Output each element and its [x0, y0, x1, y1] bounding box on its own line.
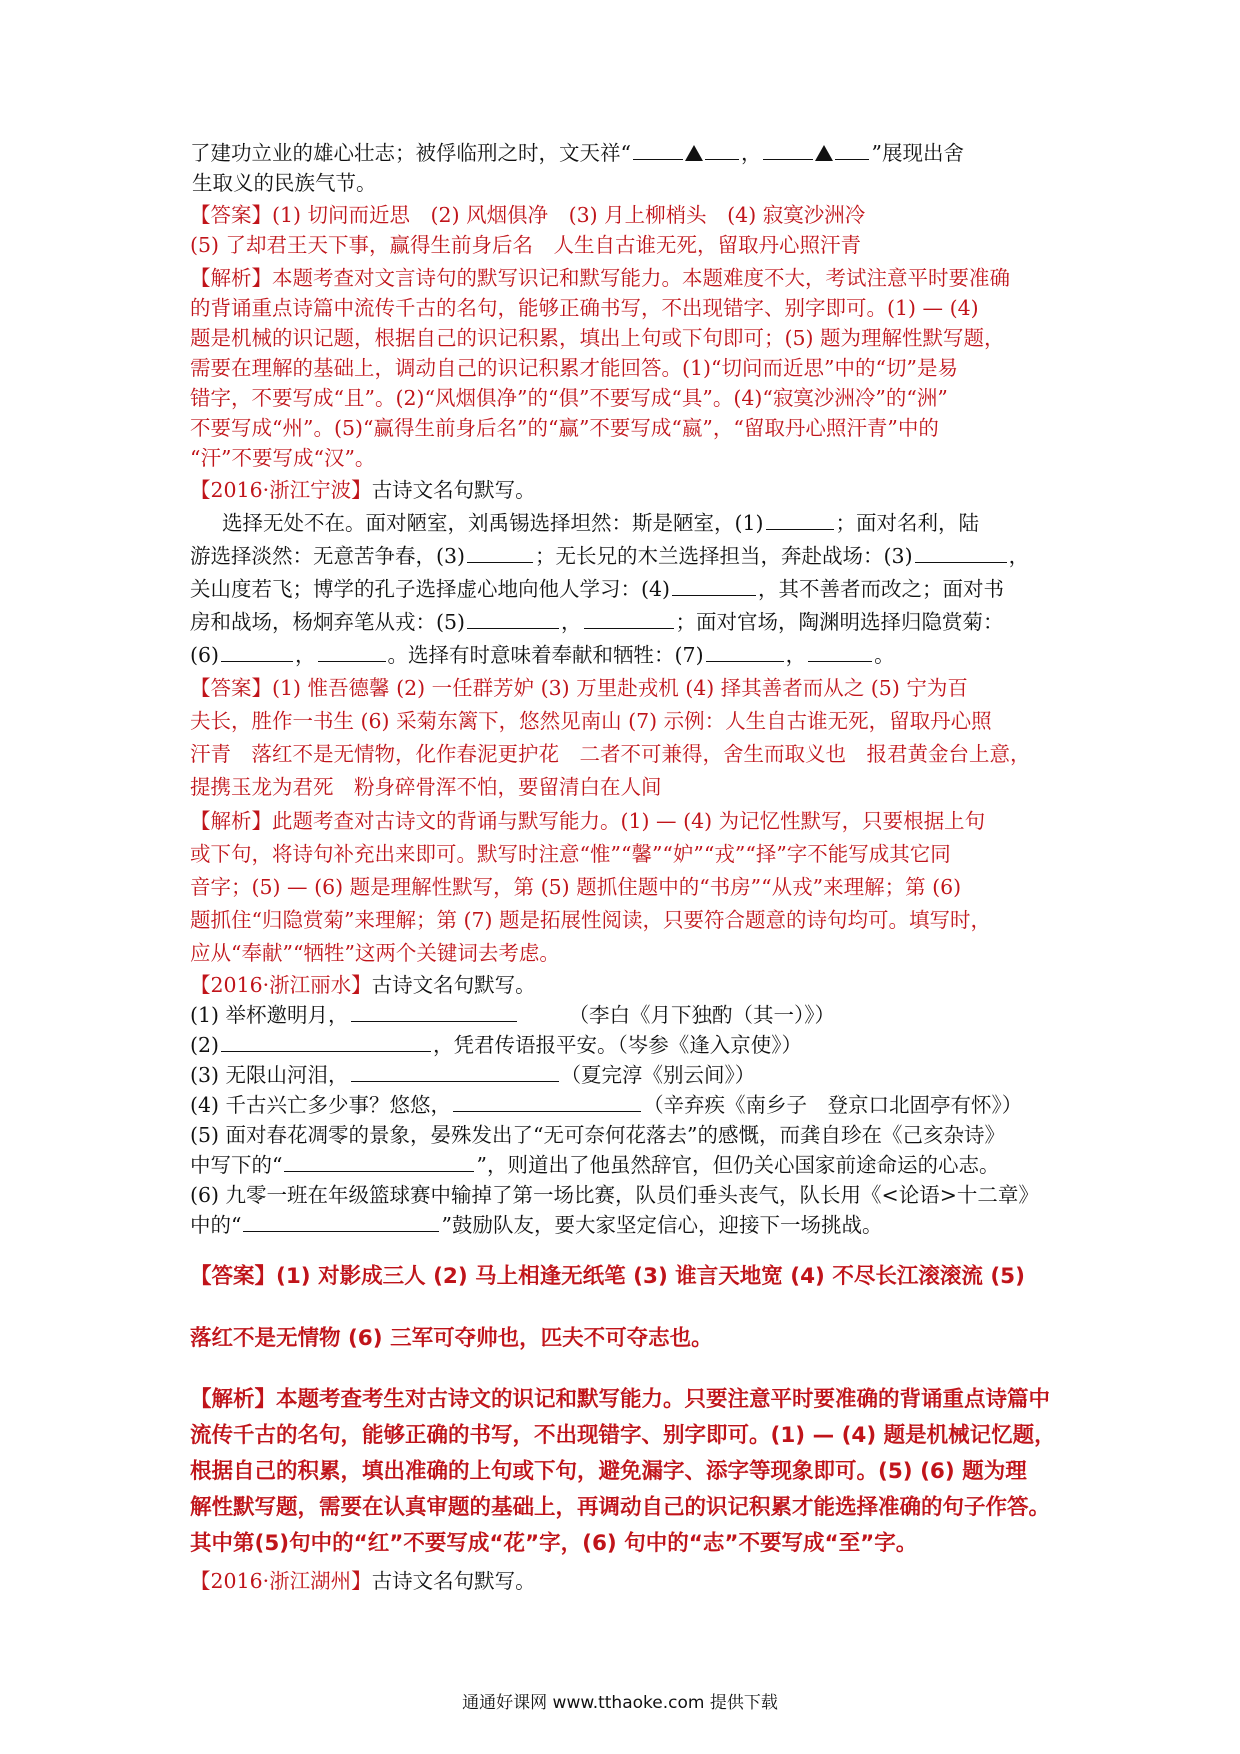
- text: ，: [740, 141, 762, 165]
- heading-text: 古诗文名句默写。: [371, 1569, 536, 1593]
- text: (2): [190, 1033, 220, 1057]
- question-line: (5) 面对春花凋零的景象，晏殊发出了“无可奈何花落去”的感慨，而龚自珍在《己亥杂诗》: [190, 1123, 1006, 1147]
- section-heading: [190, 970, 536, 1000]
- answer-line: 夫长，胜作一书生 (6) 采菊东篱下，悠然见南山 (7) 示例：人生自古谁无死，留取丹心照: [190, 709, 992, 733]
- triangle-icon: [815, 145, 833, 161]
- question-line: 生取义的民族气节。: [192, 171, 377, 195]
- text: 。: [874, 643, 895, 667]
- answer-line: 落红不是无情物 (6) 三军可夺帅也，匹夫不可夺志也。: [190, 1326, 713, 1351]
- text: ，凭君传语报平安。（岑参《逢入京使》）: [433, 1033, 803, 1057]
- text: 选择无处不在。面对陋室，刘禹锡选择坦然：斯是陋室，(1): [222, 511, 764, 535]
- answer-line: 【答案】(1) 惟吾德馨 (2) 一任群芳妒 (3) 万里赴戎机 (4) 择其善者而从之 (5) 宁为百: [190, 676, 968, 700]
- text: ，其不善者而改之；面对书: [758, 577, 1005, 601]
- text: 中写下的“: [190, 1153, 283, 1177]
- answer-line: 提携玉龙为君死 粉身碎骨浑不怕，要留清白在人间: [190, 775, 662, 799]
- question-line: [190, 138, 964, 168]
- answer-line: (5) 了却君王天下事，赢得生前身后名 人生自古谁无死，留取丹心照汗青: [190, 233, 862, 257]
- analysis-line: 根据自己的积累，填出准确的上句或下句，避免漏字、添字等现象即可。(5) (6) 题为理: [190, 1459, 1027, 1484]
- text: ，: [295, 643, 316, 667]
- question-line: [190, 1150, 999, 1180]
- text: ，: [785, 643, 807, 667]
- analysis-line: 【解析】本题考查对文言诗句的默写识记和默写能力。本题难度不大，考试注意平时要准确: [190, 266, 1010, 290]
- analysis-line: 流传千古的名句，能够正确的书写，不出现错字、别字即可。(1) — (4) 题是机械记忆题，: [190, 1423, 1056, 1448]
- analysis-line: “汗”不要写成“汉”。: [190, 446, 376, 470]
- analysis-line: 的背诵重点诗篇中流传千古的名句，能够正确书写，不出现错字、别字即可。(1) — (4): [190, 296, 979, 320]
- question-line: [222, 508, 979, 538]
- heading-text: 古诗文名句默写。: [371, 478, 536, 502]
- answer-line: 【答案】(1) 切问而近思 (2) 风烟俱净 (3) 月上柳梢头 (4) 寂寞沙洲冷: [190, 203, 866, 227]
- text: ，: [1008, 544, 1030, 568]
- text: 了建功立业的雄心壮志；被俘临刑之时，文天祥“: [190, 141, 631, 165]
- source-tag: 【2016·浙江湖州】: [190, 1569, 372, 1593]
- text: 游选择淡然：无意苦争春，(3): [190, 544, 466, 568]
- question-line: (6) 九零一班在年级篮球赛中输掉了第一场比赛，队员们垂头丧气，队长用《<论语>十二章》: [190, 1183, 1039, 1207]
- question-line: [190, 1000, 835, 1030]
- analysis-line: 或下句，将诗句补充出来即可。默写时注意“惟”“馨”“妒”“戎”“择”字不能写成其它同: [190, 842, 951, 866]
- analysis-line: 需要在理解的基础上，调动自己的识记积累才能回答。(1)“切问而近思”中的“切”是易: [190, 356, 958, 380]
- analysis-line: 【解析】此题考查对古诗文的背诵与默写能力。(1) — (4) 为记忆性默写，只要根据上句: [190, 809, 986, 833]
- text: (3) 无限山河泪，: [190, 1063, 349, 1087]
- text: ；面对名利，陆: [835, 511, 980, 535]
- question-line: [190, 574, 1004, 604]
- text: 中的“: [190, 1213, 242, 1237]
- question-line: [190, 640, 895, 670]
- analysis-line: 应从“奉献”“牺牲”这两个关键词去考虑。: [190, 941, 560, 965]
- text: 。选择有时意味着奉献和牺牲：(7): [387, 643, 704, 667]
- analysis-line: 题是机械的识记题，根据自己的识记积累，填出上句或下句即可；(5) 题为理解性默写题，: [190, 326, 1005, 350]
- analysis-line: 音字；(5) — (6) 题是理解性默写，第 (5) 题抓住题中的“书房”“从戎”来理解；第 (6): [190, 875, 962, 899]
- heading-text: 古诗文名句默写。: [371, 973, 536, 997]
- answer-line: 汗青 落红不是无情物，化作春泥更护花 二者不可兼得，舍生而取义也 报君黄金台上意，: [190, 742, 1031, 766]
- text: (1) 举杯邀明月，: [190, 1003, 349, 1027]
- question-line: [190, 1090, 1022, 1120]
- question-line: [190, 1030, 802, 1060]
- page-footer: 通通好课网 www.tthaoke.com 提供下载: [462, 1693, 778, 1713]
- text: (6): [190, 643, 220, 667]
- analysis-line: 错字，不要写成“且”。(2)“风烟俱净”的“俱”不要写成“具”。(4)“寂寞沙洲冷”的“洲”: [190, 386, 948, 410]
- text: （李白《月下独酌（其一）》）: [568, 1003, 836, 1027]
- text: ”，则道出了他虽然辞官，但仍关心国家前途命运的心志。: [476, 1153, 1000, 1177]
- text: (4) 千古兴亡多少事？悠悠，: [190, 1093, 452, 1117]
- triangle-icon: [685, 145, 703, 161]
- text: 关山度若飞；博学的孔子选择虚心地向他人学习：(4): [190, 577, 671, 601]
- text: ”鼓励队友，要大家坚定信心，迎接下一场挑战。: [441, 1213, 883, 1237]
- analysis-line: 其中第(5)句中的“红”不要写成“花”字，(6) 句中的“志”不要写成“至”字。: [190, 1531, 918, 1556]
- analysis-line: 解性默写题，需要在认真审题的基础上，再调动自己的识记积累才能选择准确的句子作答。: [190, 1495, 1051, 1520]
- section-heading: [190, 1566, 536, 1596]
- question-line: [190, 607, 1004, 637]
- text: （夏完淳《别云间》）: [560, 1063, 756, 1087]
- analysis-line: 题抓住“归隐赏菊”来理解；第 (7) 题是拓展性阅读，只要符合题意的诗句均可。填写时，: [190, 908, 992, 932]
- source-tag: 【2016·浙江丽水】: [190, 973, 372, 997]
- question-line: [190, 1060, 755, 1090]
- text: ；无长兄的木兰选择担当，奔赴战场：(3): [535, 544, 913, 568]
- text: 房和战场，杨炯弃笔从戎：(5): [190, 610, 466, 634]
- text: （辛弃疾《南乡子 登京口北固亭有怀》）: [643, 1093, 1023, 1117]
- question-line: [190, 1210, 882, 1240]
- section-heading: [190, 475, 536, 505]
- question-line: [190, 541, 1029, 571]
- answer-line: 【答案】(1) 对影成三人 (2) 马上相逢无纸笔 (3) 谁言天地宽 (4) 不尽长江滚滚流 (5): [190, 1264, 1025, 1289]
- text: ；面对官场，陶渊明选择归隐赏菊：: [675, 610, 1004, 634]
- source-tag: 【2016·浙江宁波】: [190, 478, 372, 502]
- analysis-line: 【解析】本题考查考生对古诗文的识记和默写能力。只要注意平时要准确的背诵重点诗篇中: [190, 1387, 1051, 1412]
- text: ，: [561, 610, 582, 634]
- analysis-line: 不要写成“州”。(5)“赢得生前身后名”的“赢”不要写成“嬴”，“留取丹心照汗青”中的: [190, 416, 939, 440]
- text: ”展现出舍: [871, 141, 964, 165]
